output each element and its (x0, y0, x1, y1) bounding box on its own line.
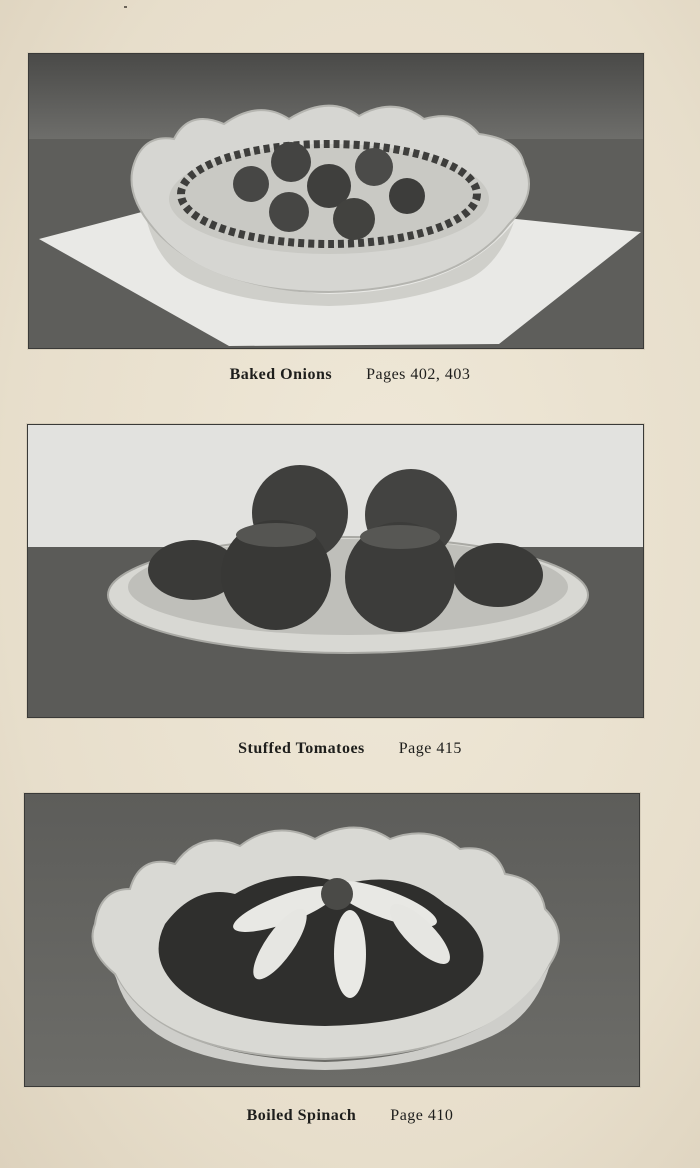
stuffed-tomatoes-illustration (28, 425, 643, 717)
photo-baked-onions (28, 53, 644, 349)
boiled-spinach-illustration (25, 794, 639, 1086)
caption-stuffed-tomatoes (0, 740, 700, 758)
photo-boiled-spinach (24, 793, 640, 1087)
photo-stuffed-tomatoes (27, 424, 644, 718)
dish-title: Boiled Spinach (246, 1107, 357, 1124)
page-reference: Pages 402, 403 (366, 366, 471, 383)
page-reference: Page 415 (398, 740, 462, 757)
dish-title: Baked Onions (229, 366, 333, 383)
caption-baked-onions (0, 366, 700, 384)
baked-onions-illustration (29, 54, 643, 348)
paper-speck (124, 6, 127, 8)
dish-title: Stuffed Tomatoes (238, 740, 365, 757)
page-reference: Page 410 (390, 1107, 454, 1124)
caption-boiled-spinach (0, 1107, 700, 1125)
